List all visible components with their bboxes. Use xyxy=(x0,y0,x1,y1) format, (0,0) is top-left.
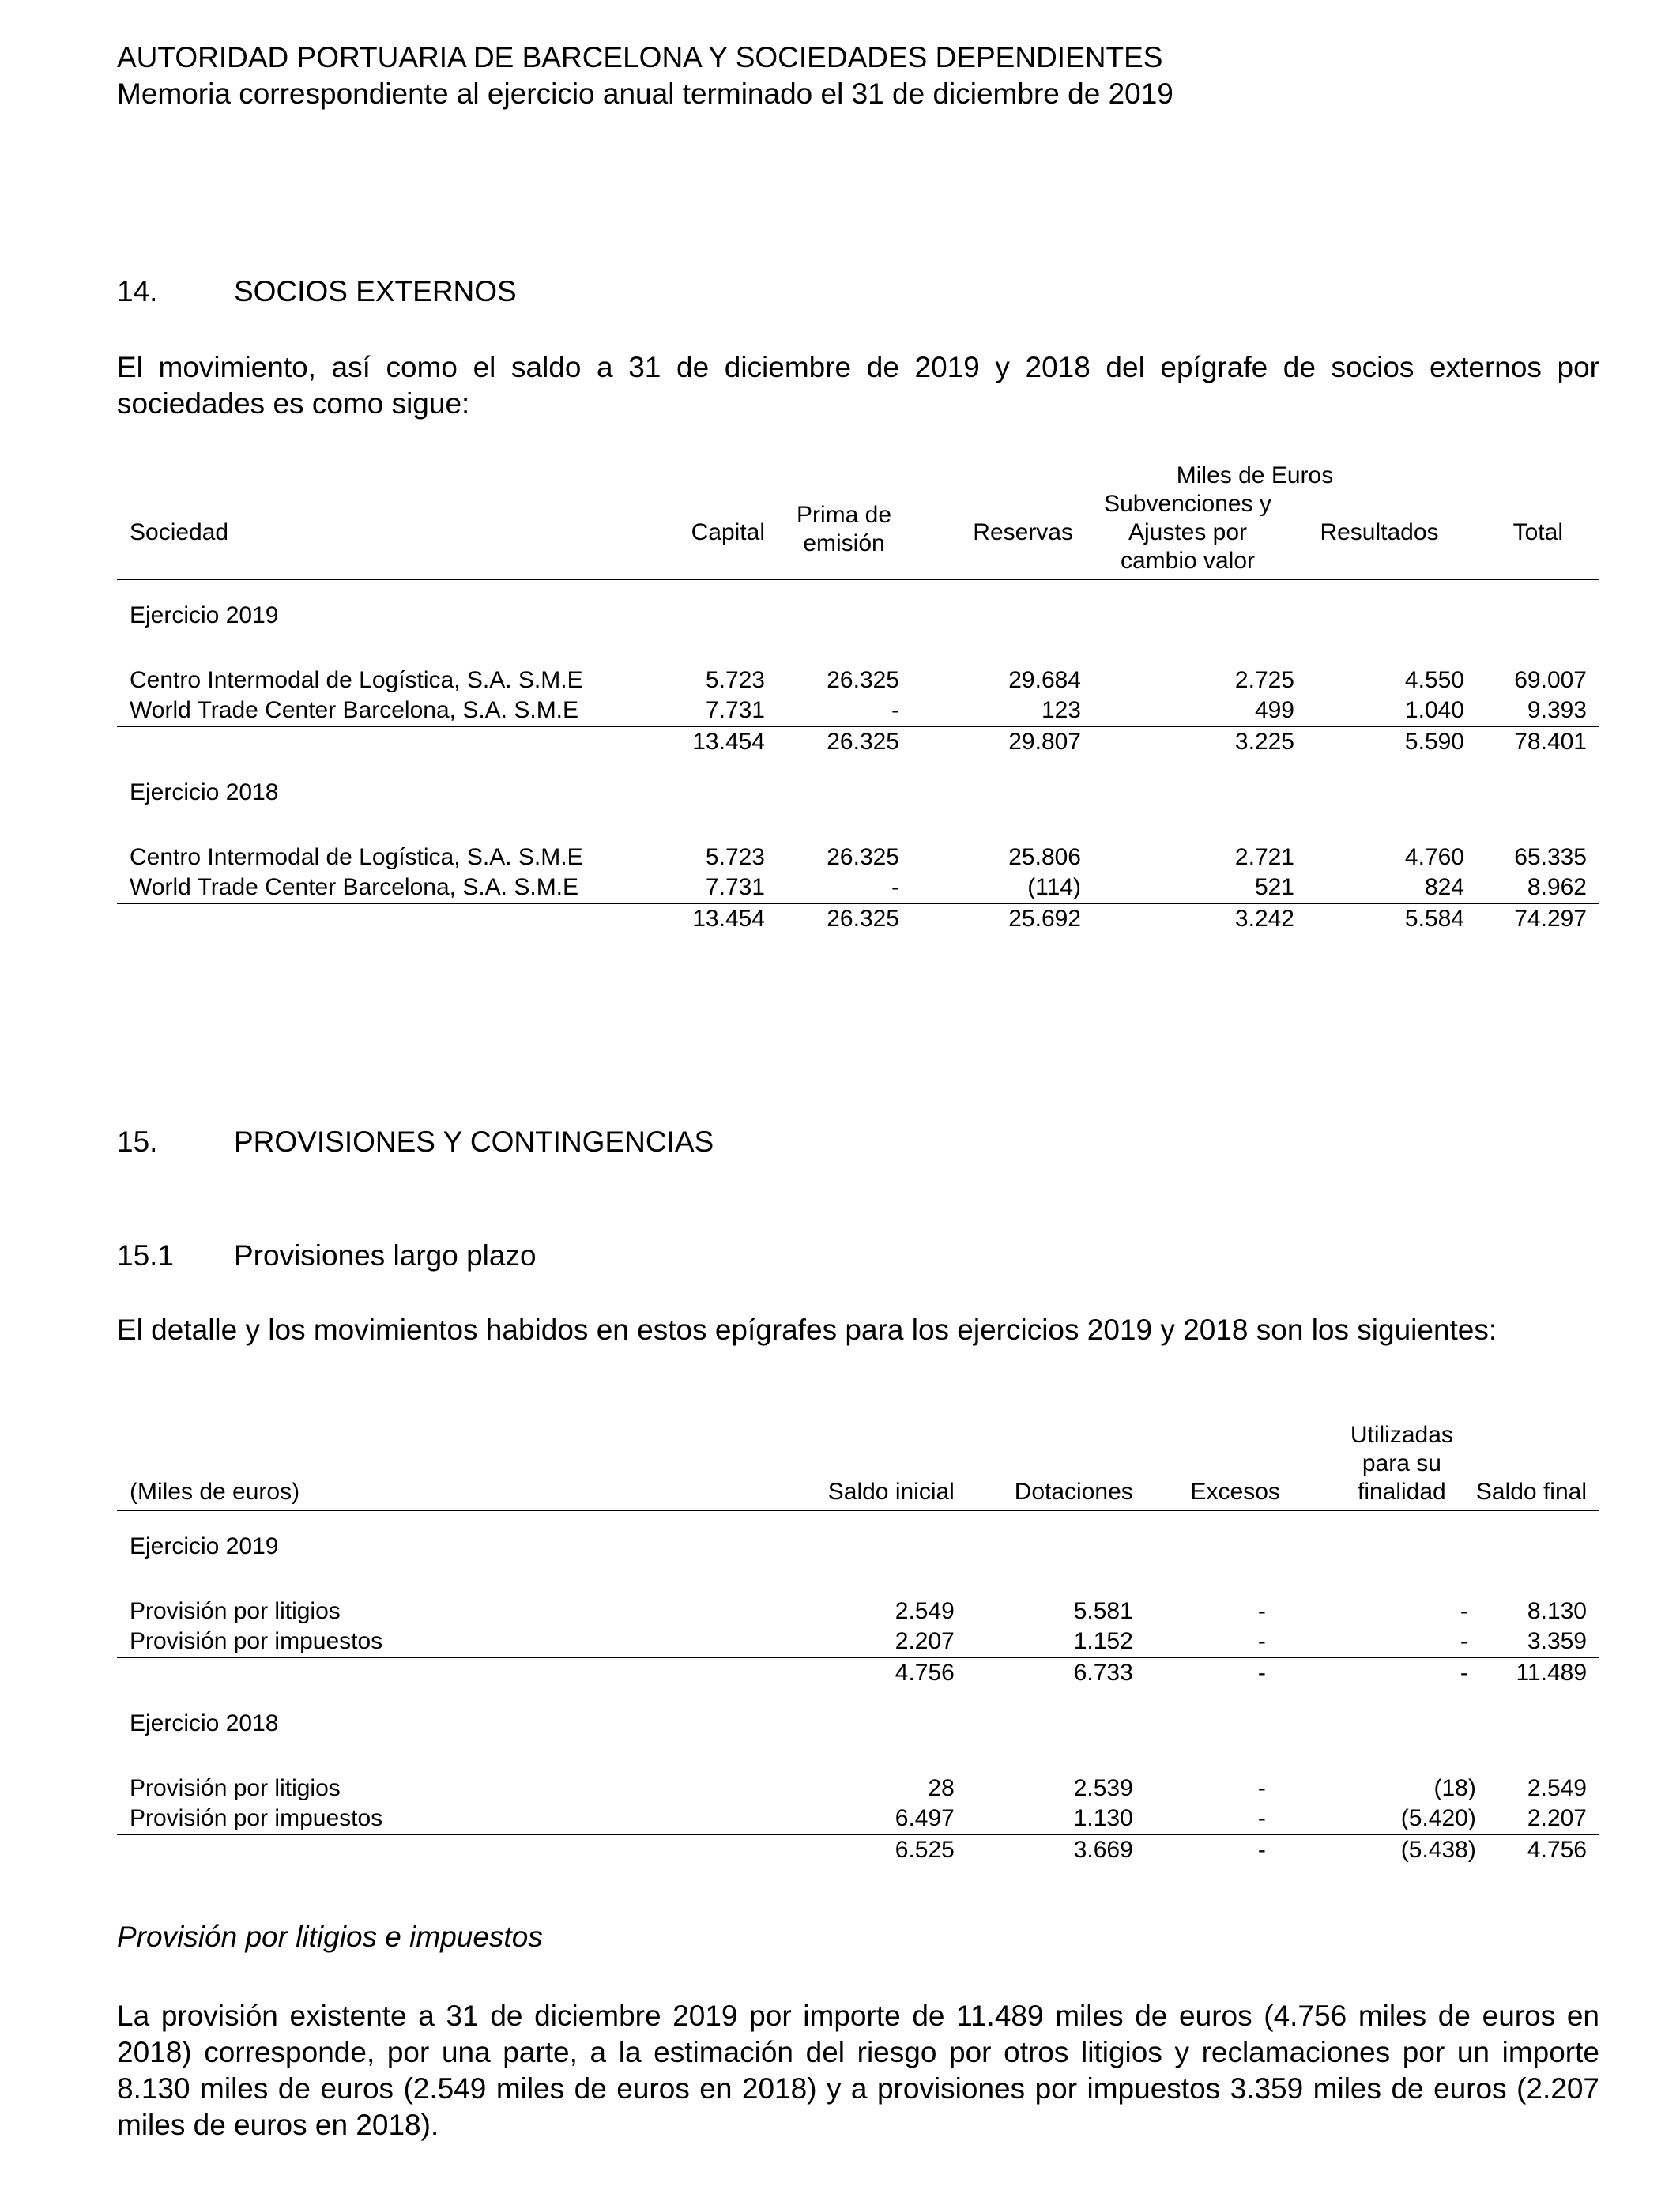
col-header-subvenciones: Subvenciones y Ajustes por cambio valor xyxy=(1081,490,1294,579)
cell: 2.207 xyxy=(895,1628,955,1654)
section-14-heading xyxy=(117,273,1599,310)
cell: 26.325 xyxy=(765,726,923,757)
cell: 1.040 xyxy=(1404,697,1464,723)
cell: 6.733 xyxy=(955,1657,1133,1688)
cell: 26.325 xyxy=(827,844,899,870)
cell: 26.325 xyxy=(827,667,899,693)
header-subtitle: Memoria correspondiente al ejercicio anual terminado el 31 de diciembre de 2019 xyxy=(117,77,1173,110)
cell: 8.962 xyxy=(1527,874,1587,900)
section-15-intro: El detalle y los movimientos habidos en estos epígrafes para los ejercicios 2019 y 2018 son los siguientes: xyxy=(117,1314,1497,1346)
cell: World Trade Center Barcelona, S.A. S.M.E xyxy=(130,874,579,900)
col-header-reservas: Reservas xyxy=(923,490,1081,579)
subsection-title: Provisiones largo plazo xyxy=(234,1239,537,1272)
socios-externos-table xyxy=(117,490,1599,934)
table-row xyxy=(117,1804,1599,1834)
cell: 13.454 xyxy=(670,726,765,757)
cell: 2.549 xyxy=(1527,1775,1587,1801)
table-row xyxy=(117,873,1599,903)
cell: 2.725 xyxy=(1234,667,1294,693)
cell: - xyxy=(891,874,899,900)
subsection-number: 15.1 xyxy=(117,1239,175,1272)
cell: 78.401 xyxy=(1464,726,1599,757)
cell: 3.669 xyxy=(955,1834,1133,1865)
cell: 25.692 xyxy=(923,903,1081,934)
cell: 521 xyxy=(1254,874,1294,900)
col-header-miles: (Miles de euros) xyxy=(117,1421,745,1510)
cell: 2.539 xyxy=(1073,1775,1133,1801)
total-row xyxy=(117,726,1599,757)
provisiones-table xyxy=(117,1421,1599,1865)
cell: 3.225 xyxy=(1081,726,1294,757)
cell: 2.549 xyxy=(895,1598,955,1624)
cell: 4.756 xyxy=(1476,1834,1599,1865)
cell: - xyxy=(1460,1598,1468,1624)
cell: 13.454 xyxy=(670,903,765,934)
col-header-excesos: Excesos xyxy=(1133,1421,1280,1510)
cell: 5.723 xyxy=(705,667,765,693)
total-row xyxy=(117,1657,1599,1688)
cell: 123 xyxy=(1041,697,1081,723)
cell: 29.684 xyxy=(1008,667,1081,693)
cell: 1.130 xyxy=(1073,1805,1133,1831)
cell: 26.325 xyxy=(765,903,923,934)
col-header-sociedad: Sociedad xyxy=(117,490,670,579)
cell: - xyxy=(1257,1775,1266,1801)
cell: - xyxy=(1460,1628,1468,1654)
cell: Provisión por litigios xyxy=(130,1598,341,1624)
section-15-1-heading xyxy=(117,1238,1599,1274)
cell: 824 xyxy=(1424,874,1464,900)
cell: 2.207 xyxy=(1527,1805,1587,1831)
cell: 8.130 xyxy=(1527,1598,1587,1624)
cell: 6.525 xyxy=(745,1834,954,1865)
col-header-total: Total xyxy=(1464,490,1599,579)
col-header-dotaciones: Dotaciones xyxy=(955,1421,1133,1510)
table-row xyxy=(117,1596,1599,1627)
cell: Centro Intermodal de Logística, S.A. S.M.E xyxy=(130,667,583,693)
document-header xyxy=(117,40,1599,112)
cell: 1.152 xyxy=(1073,1628,1133,1654)
cell: 5.581 xyxy=(1073,1598,1133,1624)
table-row xyxy=(117,665,1599,696)
cell: 5.584 xyxy=(1294,903,1464,934)
cell: Provisión por impuestos xyxy=(130,1805,383,1831)
cell: 6.497 xyxy=(895,1805,955,1831)
cell: 5.590 xyxy=(1294,726,1464,757)
group-label: Ejercicio 2019 xyxy=(130,1533,279,1559)
cell: 69.007 xyxy=(1514,667,1587,693)
header-entity: AUTORIDAD PORTUARIA DE BARCELONA Y SOCIEDADES DEPENDIENTES xyxy=(117,41,1163,74)
cell: - xyxy=(1280,1657,1476,1688)
cell: 7.731 xyxy=(705,874,765,900)
cell: (114) xyxy=(1027,874,1081,900)
table-row xyxy=(117,1627,1599,1657)
col-header-utilizadas: Utilizadas para su finalidad xyxy=(1280,1421,1476,1510)
group-label: Ejercicio 2018 xyxy=(130,1710,279,1736)
cell: (18) xyxy=(1433,1775,1476,1801)
col-header-capital: Capital xyxy=(670,490,765,579)
col-header-prima: Prima de emisión xyxy=(765,490,923,579)
cell: 25.806 xyxy=(1008,844,1081,870)
section-15-heading xyxy=(117,1124,1599,1160)
cell: 7.731 xyxy=(705,697,765,723)
col-header-resultados: Resultados xyxy=(1294,490,1464,579)
table-header-row xyxy=(117,1421,1599,1510)
cell: - xyxy=(1257,1628,1266,1654)
cell: (5.438) xyxy=(1280,1834,1476,1865)
unit-label: Miles de Euros xyxy=(1176,462,1334,488)
section-number: 14. xyxy=(117,275,158,307)
group-label: Ejercicio 2018 xyxy=(130,779,279,805)
cell: - xyxy=(891,697,899,723)
table-header-row xyxy=(117,490,1599,579)
cell: 4.760 xyxy=(1404,844,1464,870)
cell: Provisión por impuestos xyxy=(130,1628,383,1654)
table-row xyxy=(117,843,1599,873)
cell: 5.723 xyxy=(705,844,765,870)
col-header-saldo-final: Saldo final xyxy=(1476,1421,1599,1510)
table-row xyxy=(117,696,1599,726)
section-title: SOCIOS EXTERNOS xyxy=(234,275,517,307)
subheading-litigios: Provisión por litigios e impuestos xyxy=(117,1921,543,1953)
cell: - xyxy=(1257,1805,1266,1831)
cell: (5.420) xyxy=(1400,1805,1476,1831)
cell: 2.721 xyxy=(1234,844,1294,870)
group-label: Ejercicio 2019 xyxy=(130,602,279,628)
cell: 4.756 xyxy=(745,1657,954,1688)
document-page xyxy=(117,40,1599,2141)
cell: 65.335 xyxy=(1514,844,1587,870)
total-row xyxy=(117,1834,1599,1865)
cell: 28 xyxy=(928,1775,955,1801)
cell: - xyxy=(1133,1657,1280,1688)
table-row xyxy=(117,1774,1599,1804)
cell: 499 xyxy=(1254,697,1294,723)
cell: 3.242 xyxy=(1081,903,1294,934)
cell: 29.807 xyxy=(923,726,1081,757)
cell: World Trade Center Barcelona, S.A. S.M.E xyxy=(130,697,579,723)
cell: 74.297 xyxy=(1464,903,1599,934)
cell: 3.359 xyxy=(1527,1628,1587,1654)
total-row xyxy=(117,903,1599,934)
section-number: 15. xyxy=(117,1125,158,1158)
cell: - xyxy=(1133,1834,1280,1865)
col-header-saldo-inicial: Saldo inicial xyxy=(745,1421,954,1510)
cell: 11.489 xyxy=(1476,1657,1599,1688)
cell: - xyxy=(1257,1598,1266,1624)
section-title: PROVISIONES Y CONTINGENCIAS xyxy=(234,1125,714,1158)
closing-paragraph: La provisión existente a 31 de diciembre 2019 por importe de 11.489 miles de euros (4.756 miles de euros en 2018) corresponde, por una parte, a la estimación del riesgo por otros litigios y reclamaciones por un importe 8.130 miles de euros (2.549 miles de euros en 2018) y a provisiones por impuestos 3.359 miles de euros (2.207 miles de euros en 2018). xyxy=(117,2000,1599,2141)
cell: 9.393 xyxy=(1527,697,1587,723)
cell: Provisión por litigios xyxy=(130,1775,341,1801)
cell: 4.550 xyxy=(1404,667,1464,693)
cell: Centro Intermodal de Logística, S.A. S.M.E xyxy=(130,844,583,870)
section-14-intro: El movimiento, así como el saldo a 31 de diciembre de 2019 y 2018 del epígrafe de socios externos por sociedades es como sigue: xyxy=(117,351,1599,420)
